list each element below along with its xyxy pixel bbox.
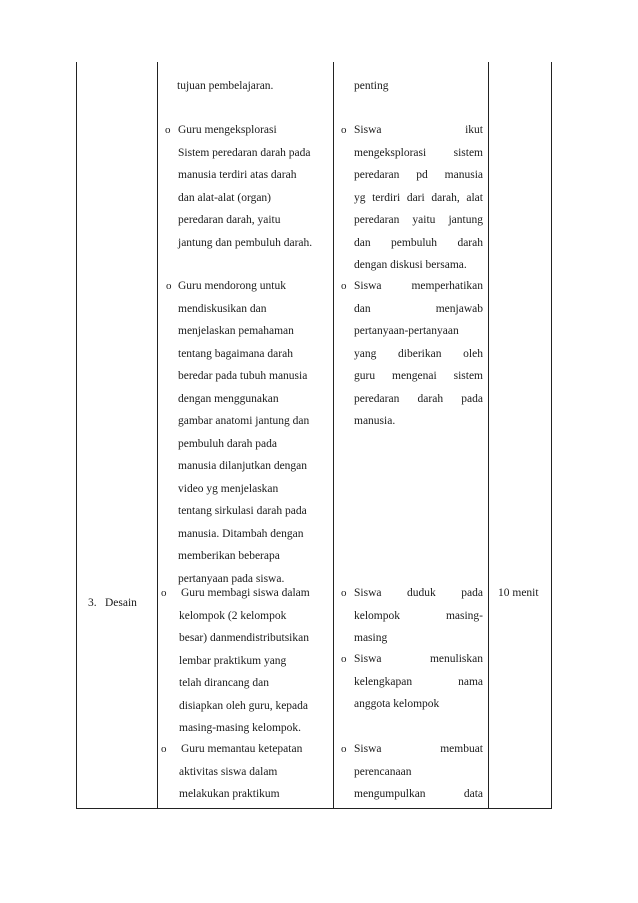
student-activity-word: guru xyxy=(354,370,376,382)
teacher-activity-line: pembuluh darah pada xyxy=(178,437,277,450)
student-activity-line xyxy=(354,213,483,227)
student-activity-line xyxy=(354,347,483,361)
student-activity-line xyxy=(354,742,483,756)
teacher-activity-line: dan alat-alat (organ) xyxy=(178,191,272,204)
duration-cell: 10 menit xyxy=(498,587,539,599)
table-divider-3 xyxy=(488,62,489,808)
student-activity-line xyxy=(354,279,483,293)
teacher-bullet: o xyxy=(161,743,167,755)
student-activity-word: mengenai xyxy=(392,370,437,382)
student-activity-word: Siswa xyxy=(354,587,382,599)
student-activity-word: diberikan xyxy=(398,347,442,360)
teacher-activity-line: tujuan pembelajaran. xyxy=(177,80,274,92)
student-activity-word: kelompok xyxy=(354,609,400,622)
teacher-activity-line: kelompok (2 kelompok xyxy=(179,609,287,622)
student-activity-word: mengumpulkan xyxy=(354,788,426,800)
student-activity-line xyxy=(354,191,483,205)
student-activity-word: pada xyxy=(461,392,483,405)
teacher-bullet: o xyxy=(166,280,172,292)
student-activity-line xyxy=(354,392,483,406)
teacher-activity-line: manusia. Ditambah dengan xyxy=(178,527,304,540)
student-activity-line xyxy=(354,652,483,666)
student-activity-word: peredaran xyxy=(354,392,400,405)
student-bullet: o xyxy=(341,587,347,599)
student-activity-word: darah xyxy=(417,392,444,405)
student-activity-word: Siswa xyxy=(354,280,382,292)
table-bottom-border xyxy=(76,808,552,809)
student-activity-line xyxy=(354,586,483,600)
student-activity-word: nama xyxy=(458,675,483,688)
student-activity-word: Siswa xyxy=(354,124,382,136)
student-activity-line xyxy=(354,609,483,623)
student-activity-word: ikut xyxy=(465,124,483,136)
student-activity-word: manusia xyxy=(444,169,483,181)
student-activity-word: dari xyxy=(406,191,425,204)
student-activity-word: Siswa xyxy=(354,653,382,665)
student-activity-line: anggota kelompok xyxy=(354,698,440,710)
student-activity-word: memperhatikan xyxy=(411,280,483,292)
student-activity-line xyxy=(354,146,483,160)
teacher-activity-line: memberikan beberapa xyxy=(178,550,280,562)
student-activity-word: darah xyxy=(457,236,483,249)
student-bullet: o xyxy=(341,743,347,755)
stage-number: 3. xyxy=(88,597,97,609)
student-activity-line xyxy=(354,675,483,689)
teacher-activity-line: besar) danmendistributsikan xyxy=(179,632,309,644)
student-activity-word: jantung xyxy=(448,214,483,226)
student-activity-line: pertanyaan-pertanyaan xyxy=(354,325,459,337)
student-activity-word: darah, xyxy=(431,191,460,204)
student-activity-word: dan xyxy=(354,302,371,315)
teacher-bullet: o xyxy=(161,587,167,599)
student-activity-word: yg xyxy=(354,191,366,204)
teacher-activity-line: tentang sirkulasi darah pada xyxy=(178,505,307,517)
student-activity-line xyxy=(354,369,483,383)
table-divider-1 xyxy=(157,62,158,808)
student-activity-word: masing- xyxy=(445,609,483,622)
student-activity-line: masing xyxy=(354,632,388,644)
student-activity-line: penting xyxy=(354,80,389,92)
student-activity-word: alat xyxy=(466,191,483,204)
student-activity-line xyxy=(354,123,483,137)
student-activity-line xyxy=(354,787,483,801)
teacher-bullet: o xyxy=(165,124,171,136)
teacher-activity-line: gambar anatomi jantung dan xyxy=(178,415,310,427)
teacher-activity-line: aktivitas siswa dalam xyxy=(179,765,278,778)
teacher-activity-line: mendiskusikan dan xyxy=(178,302,267,315)
table-border-right xyxy=(551,62,552,808)
teacher-activity-line: manusia dilanjutkan dengan xyxy=(178,460,308,472)
teacher-activity-line: Sistem peredaran darah pada xyxy=(178,146,311,159)
teacher-activity-line: Guru mengeksplorasi xyxy=(178,124,277,136)
student-activity-word: menuliskan xyxy=(429,653,483,665)
teacher-activity-line: dengan menggunakan xyxy=(178,392,279,405)
teacher-activity-line: Guru mendorong untuk xyxy=(178,280,286,292)
student-bullet: o xyxy=(341,280,347,292)
student-activity-word: sistem xyxy=(453,146,483,159)
teacher-activity-line: melakukan praktikum xyxy=(179,788,280,800)
student-activity-line xyxy=(354,236,483,250)
stage-label: Desain xyxy=(105,597,137,609)
teacher-activity-line: Guru memantau ketepatan xyxy=(181,743,303,755)
student-activity-word: duduk xyxy=(407,587,436,599)
student-activity-word: menjawab xyxy=(435,302,483,315)
student-activity-line xyxy=(354,168,483,182)
teacher-activity-line: pertanyaan pada siswa. xyxy=(178,572,285,585)
student-activity-word: oleh xyxy=(463,347,483,360)
student-activity-word: membuat xyxy=(440,743,483,755)
teacher-activity-line: lembar praktikum yang xyxy=(179,654,287,667)
student-activity-word: yaitu xyxy=(412,214,436,226)
teacher-activity-line: video yg menjelaskan xyxy=(178,482,279,495)
table-border-left xyxy=(76,62,77,808)
student-activity-word: yang xyxy=(354,347,377,360)
student-activity-word: sistem xyxy=(453,370,483,382)
student-activity-line: manusia. xyxy=(354,415,396,427)
student-activity-word: data xyxy=(463,788,483,800)
student-activity-word: kelengkapan xyxy=(354,675,413,688)
student-activity-line: perencanaan xyxy=(354,765,412,778)
teacher-activity-line: peredaran darah, yaitu xyxy=(178,214,281,226)
teacher-activity-line: Guru membagi siswa dalam xyxy=(181,587,310,599)
student-activity-word: terdiri xyxy=(372,191,401,204)
teacher-activity-line: masing-masing kelompok. xyxy=(179,722,302,734)
table-divider-2 xyxy=(333,62,334,808)
student-activity-word: dan xyxy=(354,236,371,249)
teacher-activity-line: menjelaskan pemahaman xyxy=(178,325,294,337)
student-activity-word: peredaran xyxy=(354,169,400,181)
student-activity-word: pd xyxy=(416,169,428,181)
student-activity-line xyxy=(354,302,483,316)
teacher-activity-line: disiapkan oleh guru, kepada xyxy=(179,699,309,712)
student-activity-line: dengan diskusi bersama. xyxy=(354,259,467,271)
teacher-activity-line: tentang bagaimana darah xyxy=(178,347,293,360)
student-activity-word: Siswa xyxy=(354,743,382,755)
teacher-activity-line: telah dirancang dan xyxy=(179,677,270,689)
student-activity-word: pada xyxy=(461,587,483,599)
student-activity-word: mengeksplorasi xyxy=(354,146,427,159)
student-bullet: o xyxy=(341,653,347,665)
student-activity-word: peredaran xyxy=(354,214,400,226)
teacher-activity-line: jantung dan pembuluh darah. xyxy=(178,236,313,249)
student-bullet: o xyxy=(341,124,347,136)
teacher-activity-line: manusia terdiri atas darah xyxy=(178,169,297,181)
teacher-activity-line: beredar pada tubuh manusia xyxy=(178,370,308,382)
student-activity-word: pembuluh xyxy=(391,236,438,249)
